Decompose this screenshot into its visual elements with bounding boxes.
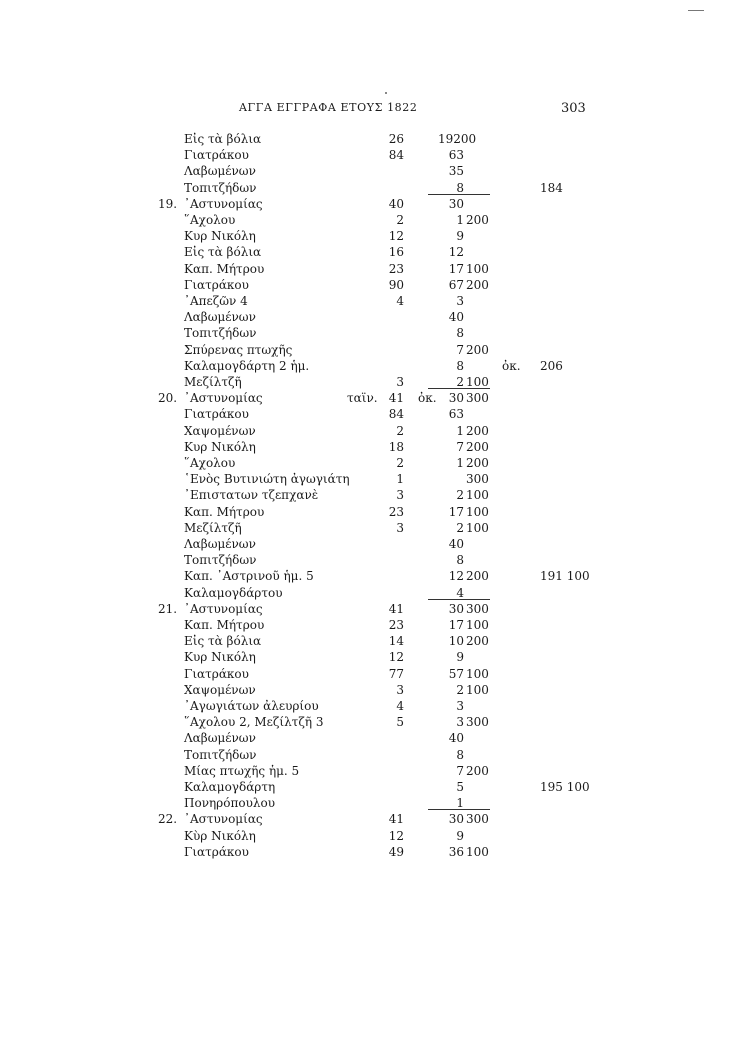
entry-label: ᾿Αστυνομίας [184, 601, 263, 616]
quantity-value: 49 [388, 844, 404, 859]
entry-label: Λαβωμένων [184, 164, 256, 179]
ledger-row [0, 390, 744, 406]
amount-main: 7 [456, 342, 464, 357]
entry-label: Καπ. Μήτρου [184, 618, 265, 632]
entry-label: ᾿Αγωγιάτων ἀλευρίου [184, 699, 319, 713]
amount-main: 8 [456, 326, 464, 341]
amount-main: 36 [448, 844, 464, 859]
amount-fraction: 200 [466, 213, 489, 227]
amount-fraction: 100 [466, 488, 489, 503]
amount-fraction: 100 [466, 682, 489, 697]
quantity-value: 16 [388, 245, 404, 260]
entry-label: Λαβωμένων [184, 537, 256, 551]
ledger-row [0, 423, 744, 439]
ledger-row [0, 261, 744, 277]
entry-label: Χαψομένων [184, 682, 256, 697]
quantity-value: 2 [396, 456, 404, 470]
amount-fraction: 300 [466, 391, 489, 406]
entry-label: Γιατράκου [184, 666, 249, 681]
entry-label: Γιατράκου [184, 148, 249, 163]
ledger-row [0, 730, 744, 746]
ledger-row [0, 585, 744, 601]
quantity-value: 3 [396, 682, 404, 697]
ledger-row [0, 196, 744, 212]
ledger-row [0, 617, 744, 633]
quantity-value: 12 [388, 229, 404, 244]
quantity-value: 41 [388, 391, 404, 406]
amount-fraction: 200 [466, 763, 489, 778]
entry-label: Τοπιτζήδων [184, 180, 257, 195]
ledger-row [0, 536, 744, 552]
amount-main: 8 [456, 358, 464, 373]
entry-label: Τοπιτζήδων [184, 326, 257, 341]
quantity-value: 14 [388, 634, 404, 649]
entry-label: Γιατράκου [184, 844, 249, 859]
amount-main: 30 [448, 601, 464, 616]
amount-main: 8 [456, 553, 464, 568]
amount-fraction: 200 [466, 342, 489, 357]
amount-fraction: 100 [466, 504, 489, 519]
ledger-row [0, 374, 744, 390]
amount-fraction: 300 [466, 715, 489, 730]
ledger-row [0, 795, 744, 811]
entry-label: Γιατράκου [184, 277, 249, 292]
entry-label: Χαψομένων [184, 423, 256, 438]
quantity-value: 41 [388, 601, 404, 616]
ledger-row [0, 309, 744, 325]
entry-label: Τοπιτζήδων [184, 747, 257, 762]
oka-label: ὀκ. [418, 391, 437, 406]
amount-main: 40 [448, 310, 464, 325]
entry-label: Τοπιτζήδων [184, 553, 257, 568]
running-header: ΑΓΓΑ ΕΓΓΡΑΦΑ ΕΤΟΥΣ 1822 [239, 101, 418, 114]
quantity-value: 23 [388, 618, 404, 632]
quantity-value: 4 [396, 699, 404, 713]
day-number: 20. [158, 391, 178, 406]
ledger-row [0, 844, 744, 860]
entry-label: Καλαμογδάρτου [184, 585, 283, 600]
oka-total-label: ὀκ. [502, 358, 521, 373]
day-number: 21. [158, 601, 178, 616]
ledger-row [0, 277, 744, 293]
amount-main: 12 [448, 245, 464, 260]
amount-main: 7 [456, 763, 464, 778]
ledger-row [0, 180, 744, 196]
ledger-row [0, 682, 744, 698]
quantity-value: 1 [396, 472, 404, 487]
ledger-row [0, 358, 744, 374]
quantity-value: 12 [388, 828, 404, 843]
entry-label: ᾿Αστυνομίας [184, 812, 263, 827]
quantity-value: 84 [388, 148, 404, 163]
day-number: 22. [158, 812, 178, 827]
quantity-value: 3 [396, 375, 404, 389]
quantity-value: 2 [396, 213, 404, 227]
ledger-row [0, 439, 744, 455]
amount-main: 7 [456, 439, 464, 454]
amount-main: 17 [448, 261, 464, 276]
entry-label: ῾Ενὸς Βυτινιώτη ἀγωγιάτη [184, 472, 350, 487]
entry-label: Καπ. ᾿Αστρινοῦ ἡμ. 5 [184, 569, 314, 584]
ledger-row [0, 455, 744, 471]
quantity-value: 40 [388, 196, 404, 211]
amount-fraction: 100 [466, 375, 489, 389]
quantity-value: 12 [388, 650, 404, 665]
amount-main: 1 [456, 456, 464, 470]
amount-main: 17 [448, 618, 464, 632]
entry-label: ῞Αχολου [184, 456, 236, 470]
amount-main: 1 [456, 213, 464, 227]
ledger-row [0, 779, 744, 795]
quantity-value: 90 [388, 277, 404, 292]
quantity-value: 23 [388, 504, 404, 519]
ledger-row [0, 811, 744, 827]
amount-main: 40 [448, 731, 464, 746]
quantity-value: 84 [388, 407, 404, 422]
ledger-row [0, 325, 744, 341]
amount-main: 67 [448, 277, 464, 292]
ledger-row [0, 131, 744, 147]
amount-main: 30 [448, 812, 464, 827]
ledger-row [0, 293, 744, 309]
amount-main: 9 [456, 229, 464, 244]
amount-main: 8 [456, 180, 464, 195]
ledger-row [0, 714, 744, 730]
amount-main: 1 [456, 796, 464, 811]
entry-label: Εἰς τὰ βόλια [184, 132, 262, 146]
amount-main: 1 [456, 423, 464, 438]
quantity-value: 23 [388, 261, 404, 276]
amount-main: 3 [456, 699, 464, 713]
ledger-row [0, 228, 744, 244]
ledger-row [0, 520, 744, 536]
amount-main: 9 [456, 828, 464, 843]
amount-main: 9 [456, 650, 464, 665]
amount-main: 19200 [438, 132, 477, 146]
unit-label: ταϊν. [347, 391, 378, 406]
amount-fraction: 300 [466, 601, 489, 616]
quantity-value: 26 [388, 132, 404, 146]
amount-fraction: 100 [466, 520, 489, 535]
ledger-row [0, 342, 744, 358]
entry-label: Εἰς τὰ βόλια [184, 634, 262, 649]
amount-fraction: 100 [466, 261, 489, 276]
ledger-row [0, 147, 744, 163]
entry-label: Λαβωμένων [184, 731, 256, 746]
amount-main: 2 [456, 520, 464, 535]
amount-main: 12 [448, 569, 464, 584]
entry-label: Λαβωμένων [184, 310, 256, 325]
entry-label: ῞Αχολου [184, 213, 236, 227]
amount-main: 17 [448, 504, 464, 519]
group-total: 206 [540, 358, 563, 373]
sum-rule [428, 809, 490, 810]
amount-fraction: 100 [466, 618, 489, 632]
entry-label: ῞Αχολου 2, Μεζίλτζῆ 3 [184, 715, 324, 730]
quantity-value: 77 [388, 666, 404, 681]
ledger-row [0, 568, 744, 584]
amount-main: 35 [448, 164, 464, 179]
ledger-row [0, 212, 744, 228]
ledger-row [0, 828, 744, 844]
entry-label: Καλαμογδάρτη [184, 780, 276, 794]
ledger-row [0, 698, 744, 714]
amount-fraction: 200 [466, 456, 489, 470]
entry-label: Κυρ Νικόλη [184, 229, 256, 244]
quantity-value: 41 [388, 812, 404, 827]
amount-fraction: 100 [466, 844, 489, 859]
ledger-row [0, 552, 744, 568]
entry-label: ᾿Αστυνομίας [184, 391, 263, 406]
entry-label: Καπ. Μήτρου [184, 504, 265, 519]
entry-label: Μεζίλτζῆ [184, 375, 242, 389]
quantity-value: 2 [396, 423, 404, 438]
group-total: 191 100 [540, 569, 590, 584]
entry-label: Γιατράκου [184, 407, 249, 422]
entry-label: ᾿Αστυνομίας [184, 196, 263, 211]
amount-main: 5 [456, 780, 464, 794]
quantity-value: 18 [388, 439, 404, 454]
amount-main: 3 [456, 715, 464, 730]
ledger-row [0, 504, 744, 520]
amount-fraction: 200 [466, 277, 489, 292]
amount-main: 10 [448, 634, 464, 649]
entry-label: Πονηρόπουλου [184, 796, 275, 811]
ledger-row [0, 601, 744, 617]
entry-label: ᾿Επιστατων τζεπχανὲ [184, 488, 319, 503]
amount-fraction: 200 [466, 634, 489, 649]
ledger-row [0, 163, 744, 179]
ledger-row [0, 471, 744, 487]
quantity-value: 3 [396, 488, 404, 503]
day-number: 19. [158, 196, 178, 211]
amount-main: 63 [448, 407, 464, 422]
amount-fraction: 300 [466, 812, 489, 827]
ledger-row [0, 747, 744, 763]
group-total: 195 100 [540, 780, 590, 794]
quantity-value: 4 [396, 294, 404, 308]
amount-main: 2 [456, 375, 464, 389]
quantity-value: 5 [396, 715, 404, 730]
sum-rule [428, 194, 490, 195]
ledger-row [0, 244, 744, 260]
entry-label: Καπ. Μήτρου [184, 261, 265, 276]
amount-fraction: 200 [466, 569, 489, 584]
entry-label: Κυρ Νικόλη [184, 439, 256, 454]
ledger-row [0, 487, 744, 503]
amount-fraction: 200 [466, 423, 489, 438]
amount-main: 30 [448, 196, 464, 211]
entry-label: Μίας πτωχῆς ἡμ. 5 [184, 763, 300, 778]
amount-main: 3 [456, 294, 464, 308]
ledger-row [0, 763, 744, 779]
page-number: 303 [561, 101, 586, 116]
entry-label: ᾿Απεζῶν 4 [184, 294, 248, 308]
amount-main: 57 [448, 666, 464, 681]
entry-label: Εἰς τὰ βόλια [184, 245, 262, 260]
amount-main: 2 [456, 488, 464, 503]
amount-main: 4 [456, 585, 464, 600]
entry-label: Σπύρενας πτωχῆς [184, 342, 293, 357]
amount-fraction: 200 [466, 439, 489, 454]
amount-fraction: 100 [466, 666, 489, 681]
entry-label: Κυρ Νικόλη [184, 650, 256, 665]
amount-main: 30 [448, 391, 464, 406]
amount-main: 63 [448, 148, 464, 163]
ledger-row [0, 406, 744, 422]
sum-rule [428, 599, 490, 600]
amount-main: 40 [448, 537, 464, 551]
group-total: 184 [540, 180, 563, 195]
entry-label: Καλαμογδάρτη 2 ἡμ. [184, 358, 310, 373]
amount-main: 8 [456, 747, 464, 762]
sum-rule [428, 388, 490, 389]
quantity-value: 3 [396, 520, 404, 535]
entry-label: Μεζίλτζῆ [184, 520, 242, 535]
amount-fraction: 300 [466, 472, 489, 487]
ledger-row [0, 666, 744, 682]
ledger-row [0, 649, 744, 665]
ledger-row [0, 633, 744, 649]
amount-main: 2 [456, 682, 464, 697]
entry-label: Κὺρ Νικόλη [184, 828, 256, 843]
